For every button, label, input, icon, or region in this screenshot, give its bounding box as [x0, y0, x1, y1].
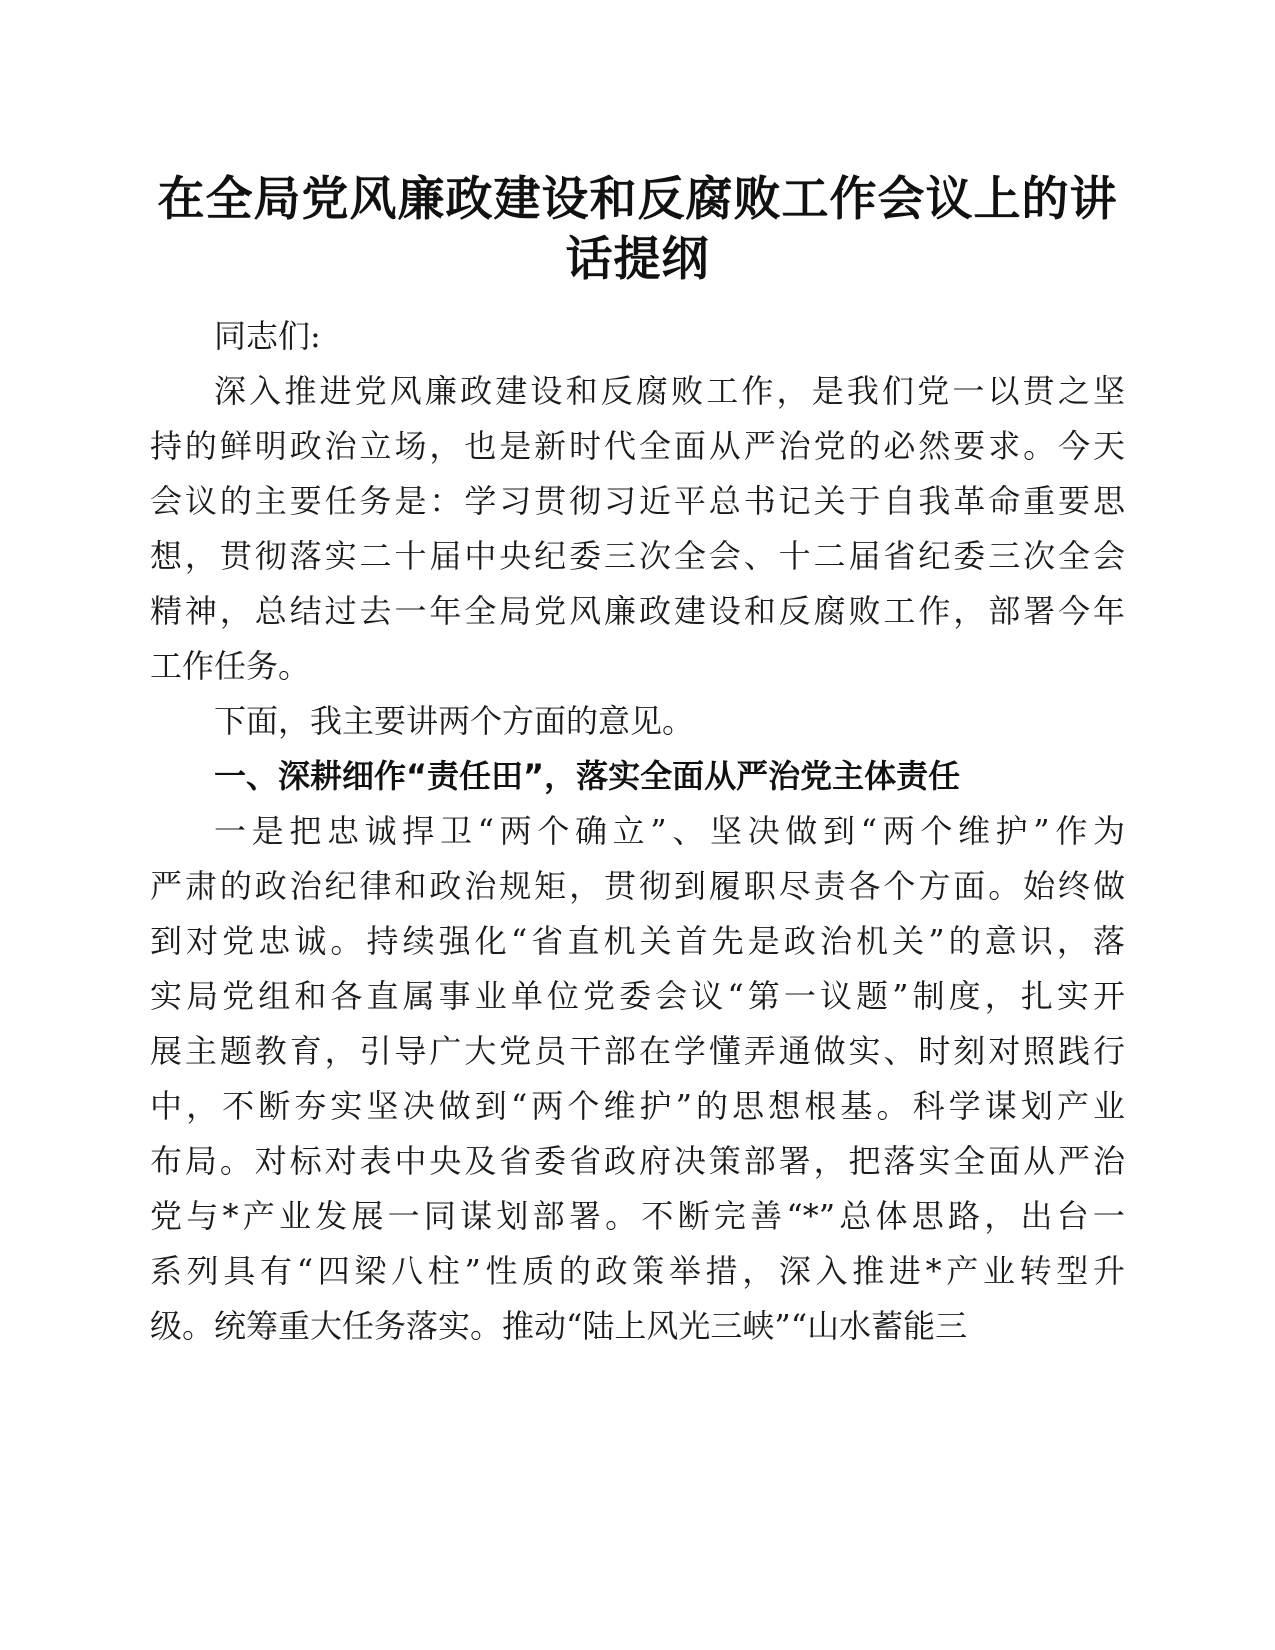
- paragraph-line: 系列具有“四梁八柱”性质的政策举措，深入推进*产业转型升: [150, 1252, 1125, 1290]
- paragraph-line: 党与*产业发展一同谋划部署。不断完善“*”总体思路，出台一: [150, 1197, 1125, 1235]
- paragraph-line: 持的鲜明政治立场，也是新时代全面从严治党的必然要求。今天: [150, 427, 1125, 465]
- paragraph-line: 精神，总结过去一年全局党风廉政建设和反腐败工作，部署今年: [150, 592, 1125, 630]
- paragraph-line: 下面，我主要讲两个方面的意见。: [214, 702, 695, 740]
- paragraph-line: 一是把忠诚捍卫“两个确立”、坚决做到“两个维护”作为: [214, 812, 1125, 850]
- paragraph-line: 会议的主要任务是：学习贯彻习近平总书记关于自我革命重要思: [150, 482, 1125, 520]
- salutation: 同志们:: [214, 317, 321, 355]
- paragraph-line: 实局党组和各直属事业单位党委会议“第一议题”制度，扎实开: [150, 977, 1125, 1015]
- paragraph-line: 深入推进党风廉政建设和反腐败工作，是我们党一以贯之坚: [214, 372, 1125, 410]
- paragraph-line: 工作任务。: [150, 647, 311, 685]
- section-heading: 一、深耕细作“责任田”，落实全面从严治党主体责任: [214, 757, 961, 795]
- paragraph-line: 展主题教育，引导广大党员干部在学懂弄通做实、时刻对照践行: [150, 1032, 1125, 1070]
- paragraph-line: 级。统筹重大任务落实。推动“陆上风光三峡”“山水蓄能三: [150, 1307, 968, 1345]
- paragraph-line: 到对党忠诚。持续强化“省直机关首先是政治机关”的意识，落: [150, 922, 1125, 960]
- paragraph-line: 想，贯彻落实二十届中央纪委三次全会、十二届省纪委三次全会: [150, 537, 1125, 575]
- document-title: 在全局党风廉政建设和反腐败工作会议上的讲话提纲: [157, 172, 1118, 287]
- paragraph-line: 中，不断夯实坚决做到“两个维护”的思想根基。科学谋划产业: [150, 1087, 1125, 1125]
- paragraph-line: 严肃的政治纪律和政治规矩，贯彻到履职尽责各个方面。始终做: [150, 867, 1125, 905]
- paragraph-line: 布局。对标对表中央及省委省政府决策部署，把落实全面从严治: [150, 1142, 1125, 1180]
